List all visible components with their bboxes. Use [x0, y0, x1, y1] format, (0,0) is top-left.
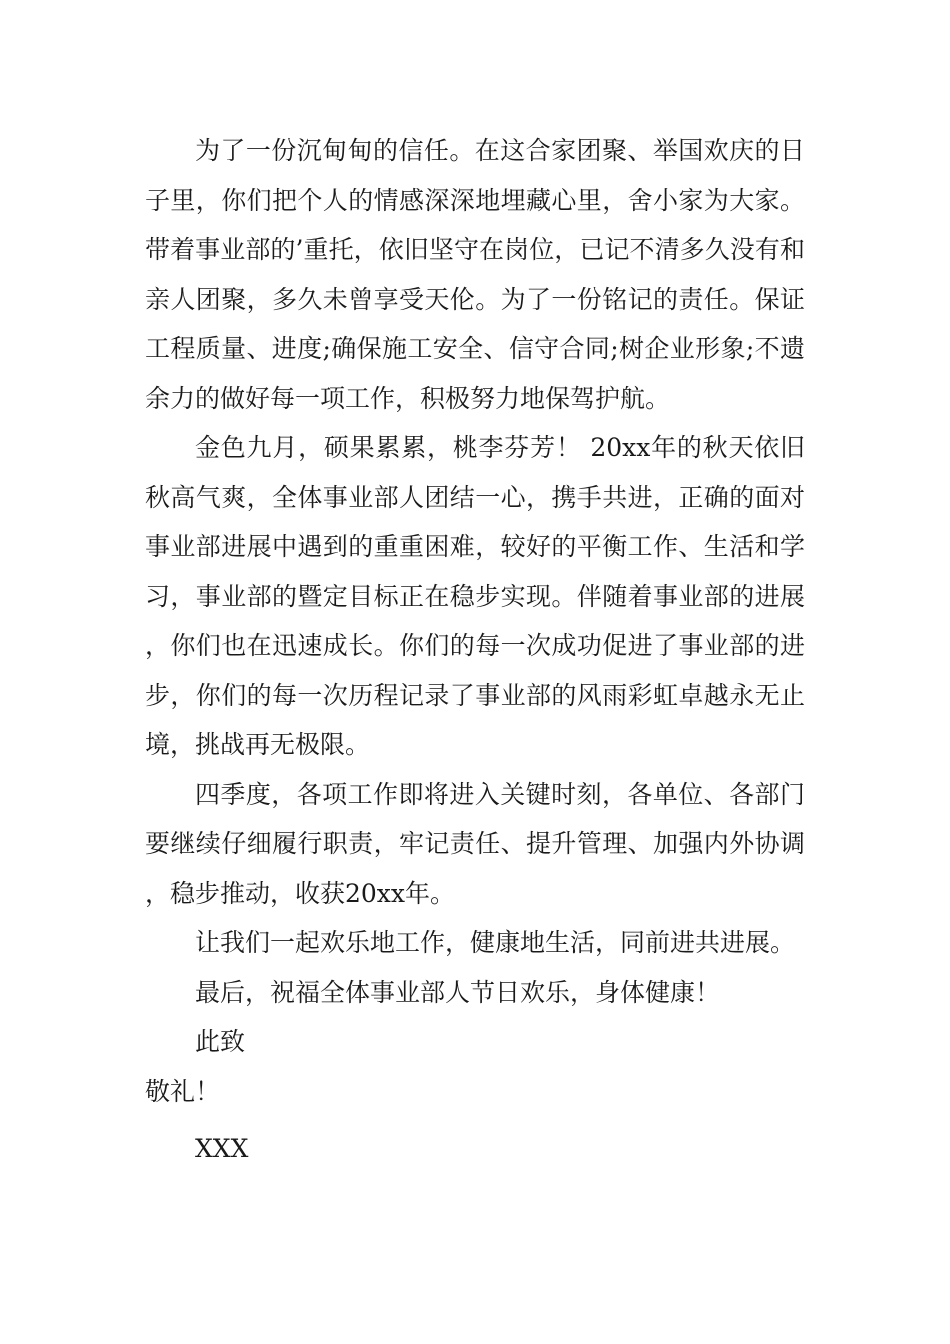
letter-body: [145, 126, 805, 1174]
paragraph-blessing: 最后，祝福全体事业部人节日欢乐，身体健康！: [195, 977, 721, 1007]
paragraph-fourth-quarter: 四季度，各项工作即将进入关键时刻，各单位、各部门要继续仔细履行职责，牢记责任、提升管理、加强内外协调，稳步推动，收获20xx年。: [145, 779, 805, 908]
paragraph-september: 金色九月，硕果累累，桃李芬芳！ 20xx年的秋天依旧秋高气爽，全体事业部人团结一心，携手共进，正确的面对事业部进展中遇到的重重困难，较好的平衡工作、生活和学习，事业部的暨定目标正在稳步实现。伴随着事业部的进展，你们也在迅速成长。你们的每一次成功促进了事业部的进步，你们的每一次历程记录了事业部的风雨彩虹卓越永无止境，挑战再无极限。: [145, 433, 805, 759]
paragraph-work-together: 让我们一起欢乐地工作，健康地生活，同前进共进展。: [195, 928, 796, 957]
signature: XXX: [195, 1134, 249, 1163]
paragraph-trust: 为了一份沉甸甸的信任。在这合家团聚、举国欢庆的日子里，你们把个人的情感深深地埋藏心里，舍小家为大家。带着事业部的’重托，依旧坚守在岗位，已记不清多久没有和亲人团聚，多久未曾享受天伦。为了一份铭记的责任。保证工程质量、进度;确保施工安全、信守合同;树企业形象;不遗余力的做好每一项工作，积极努力地保驾护航。: [145, 136, 805, 413]
closing-phrase: 此致: [195, 1027, 246, 1056]
salutation: 敬礼！: [145, 1076, 221, 1106]
